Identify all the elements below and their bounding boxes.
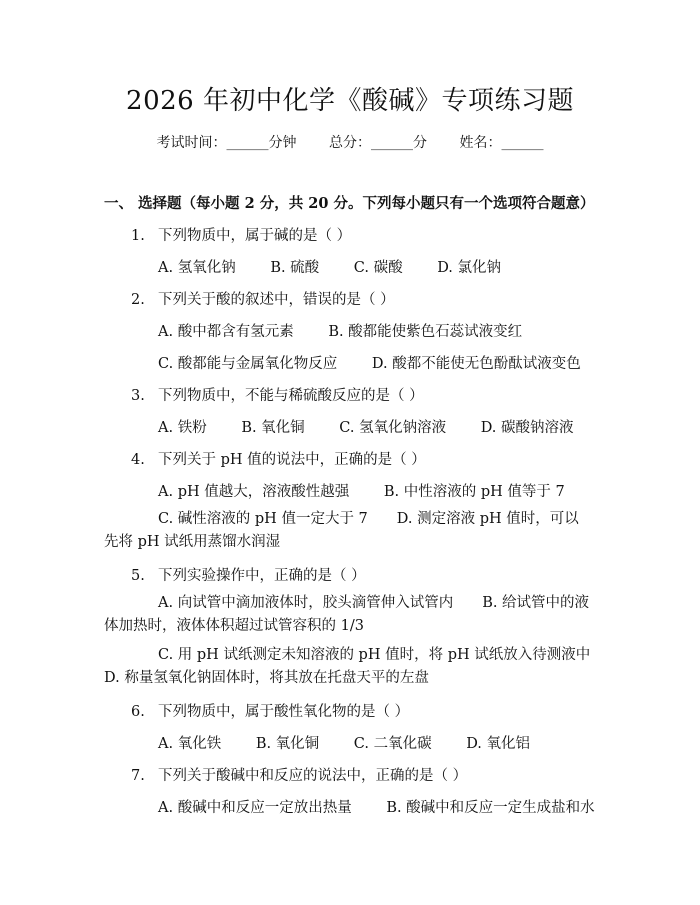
option[interactable]: B. 中性溶液的 pH 值等于 7 xyxy=(383,484,565,500)
option[interactable]: A. pH 值越大，溶液酸性越强 xyxy=(158,484,350,500)
option[interactable]: D. 酸都不能使无色酚酞试液变色 xyxy=(371,356,581,372)
question-1-options xyxy=(158,256,531,277)
question-number: 3. xyxy=(131,388,145,404)
option[interactable]: D. 碳酸钠溶液 xyxy=(480,420,574,436)
question-stem: 下列关于酸碱中和反应的说法中，正确的是（ ） xyxy=(158,768,468,784)
question-stem: 下列物质中，不能与稀硫酸反应的是（ ） xyxy=(158,388,424,404)
question-stem: 下列物质中，属于碱的是（ ） xyxy=(158,228,352,244)
option[interactable]: B. 酸都能使紫色石蕊试液变红 xyxy=(328,324,523,340)
question-4 xyxy=(131,448,426,469)
question-stem: 下列实验操作中，正确的是（ ） xyxy=(158,568,366,584)
question-number: 2. xyxy=(131,292,145,308)
question-number: 5. xyxy=(131,568,145,584)
question-3 xyxy=(131,384,424,405)
question-3-options xyxy=(158,416,604,437)
option[interactable]: D. 氯化钠 xyxy=(437,260,502,276)
question-5 xyxy=(131,564,366,585)
question-6-options xyxy=(158,732,560,753)
page-title: 2026 年初中化学《酸碱》专项练习题 xyxy=(126,86,574,116)
option[interactable]: B. 酸碱中和反应一定生成盐和水 xyxy=(386,800,595,816)
option[interactable]: C. 碳酸 xyxy=(353,260,403,276)
question-2 xyxy=(131,288,395,309)
question-4-options-row1 xyxy=(158,480,595,501)
option[interactable]: A. 酸中都含有氢元素 xyxy=(158,324,294,340)
question-1 xyxy=(131,224,351,245)
exam-time-field[interactable]: 考试时间：______分钟 xyxy=(156,135,297,151)
option[interactable]: A. 酸碱中和反应一定放出热量 xyxy=(158,800,352,816)
option[interactable]: A. 氧化铁 xyxy=(158,736,222,752)
section-heading: 一、 选择题（每小题 2 分，共 20 分。下列每小题只有一个选项符合题意） xyxy=(104,195,595,212)
student-name-field[interactable]: 姓名：______ xyxy=(459,135,544,151)
question-number: 1. xyxy=(131,228,145,244)
question-2-options-row1 xyxy=(158,320,552,341)
question-4-options-row2[interactable]: C. 碱性溶液的 pH 值一定大于 7 D. 测定溶液 pH 值时，可以先将 pH 试纸用蒸馏水润湿 xyxy=(104,511,579,550)
question-7 xyxy=(131,764,467,785)
question-stem: 下列关于 pH 值的说法中，正确的是（ ） xyxy=(158,452,426,468)
option[interactable]: A. 氢氧化钠 xyxy=(158,260,236,276)
question-2-options-row2 xyxy=(158,352,611,373)
option[interactable]: C. 酸都能与金属氧化物反应 xyxy=(158,356,338,372)
option[interactable]: A. 铁粉 xyxy=(158,420,207,436)
option[interactable]: B. 硫酸 xyxy=(270,260,320,276)
option[interactable]: C. 二氧化碳 xyxy=(353,736,432,752)
question-number: 7. xyxy=(131,768,145,784)
option[interactable]: C. 氢氧化钠溶液 xyxy=(339,420,447,436)
total-score-field[interactable]: 总分：______分 xyxy=(329,135,427,151)
option[interactable]: D. 氧化铝 xyxy=(466,736,531,752)
question-stem: 下列物质中，属于酸性氧化物的是（ ） xyxy=(158,704,410,720)
question-number: 4. xyxy=(131,452,145,468)
question-number: 6. xyxy=(131,704,145,720)
question-5-options-row2[interactable]: C. 用 pH 试纸测定未知溶液的 pH 值时，将 pH 试纸放入待测液中 D. 称量氢氧化钠固体时，将其放在托盘天平的左盘 xyxy=(104,647,620,686)
exam-meta xyxy=(0,132,700,152)
question-5-options-row1[interactable]: A. 向试管中滴加液体时，胶头滴管伸入试管内 B. 给试管中的液体加热时，液体体积超过试管容积的 1/3 xyxy=(104,595,590,634)
question-7-options xyxy=(158,796,625,817)
question-stem: 下列关于酸的叙述中，错误的是（ ） xyxy=(158,292,395,308)
option[interactable]: B. 氧化铜 xyxy=(241,420,305,436)
question-6 xyxy=(131,700,409,721)
option[interactable]: B. 氧化铜 xyxy=(255,736,320,752)
